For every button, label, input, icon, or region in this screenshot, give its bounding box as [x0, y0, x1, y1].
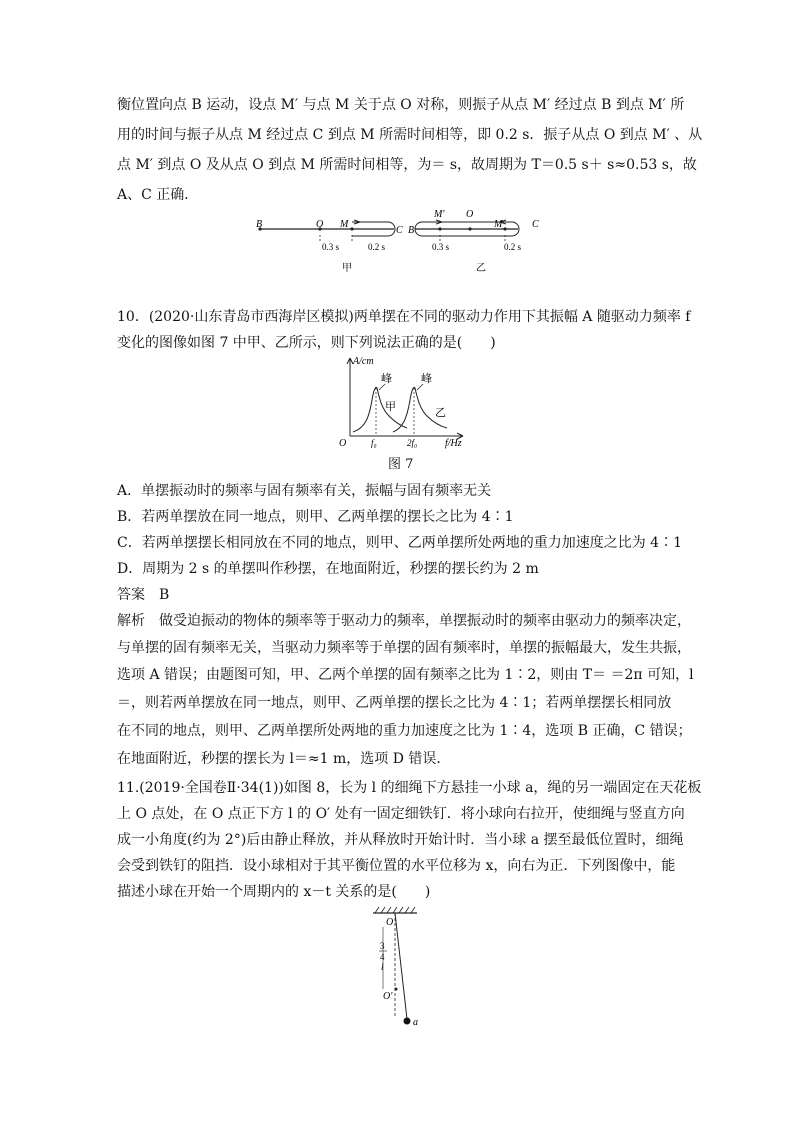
analysis-line: 与单摆的固有频率无关，当驱动力频率等于单摆的固有频率时，单摆的振幅最大，发生共振，	[117, 640, 691, 656]
option-c: C．若两单摆摆长相同放在不同的地点，则甲、乙两单摆所处两地的重力加速度之比为 4∶1	[117, 535, 682, 551]
figure-7-caption: 图 7	[388, 457, 414, 472]
label-time-2: 0.2 s	[368, 242, 386, 252]
text-line: 用的时间与振子从点 M 经过点 C 到点 M 所需时间相等，即 0.2 s．振子从点 O 到点 M′ 、从	[117, 127, 703, 143]
label-B: B	[256, 219, 263, 230]
text-line: A、C 正确．	[117, 187, 199, 203]
analysis-line: 解析 做受迫振动的物体的频率等于驱动力的频率，单摆振动时的频率由驱动力的频率决定，	[117, 613, 691, 629]
question-11-line: 上 O 点处，在 O 点正下方 l 的 O′ 处有一固定细铁钉．将小球向右拉开，使细绳与竖直方向	[117, 806, 685, 822]
label-O: O	[316, 219, 324, 230]
label-M: M	[340, 219, 349, 230]
x-tick-2f0: 2f₀	[407, 438, 418, 448]
curve-jia	[353, 387, 407, 432]
analysis-line: 在不同的地点，则甲、乙两单摆所处两地的重力加速度之比为 1∶4，选项 B 正确，C 错误；	[117, 723, 692, 739]
text-line: 衡位置向点 B 运动，设点 M′ 与点 M 关于点 O 对称，则振子从点 M′ 经过点 B 到点 M′ 所	[117, 97, 685, 113]
option-d: D．周期为 2 s 的单摆叫作秒摆，在地面附近，秒摆的摆长约为 2 m	[117, 561, 539, 577]
y-axis-label: A/cm	[353, 356, 374, 367]
x-axis-label: f/Hz	[445, 438, 462, 449]
curve-label-jia: 甲	[385, 401, 396, 413]
question-11-line: 会受到铁钉的阻挡．设小球相对于其平衡位置的水平位移为 x，向右为正．下列图像中，能	[117, 858, 676, 874]
label-C: C	[532, 219, 539, 230]
label-M-prime: M′	[434, 209, 445, 220]
label-time-2: 0.2 s	[504, 242, 522, 252]
caption-yi: 乙	[476, 263, 486, 274]
label-time-1: 0.3 s	[322, 242, 340, 252]
x-tick-f0: f₀	[371, 438, 377, 448]
caption-jia: 甲	[342, 263, 352, 274]
peak-label-1: 峰	[381, 373, 392, 385]
label-M: M	[494, 219, 503, 230]
analysis-line: ＝，则若两单摆放在同一地点，则甲、乙两单摆的摆长之比为 4∶1；若两单摆摆长相同放	[117, 695, 672, 711]
label-C: C	[396, 225, 403, 236]
diagram-jia	[256, 219, 403, 274]
question-10-line: 10．(2020·山东青岛市西海岸区模拟)两单摆在不同的驱动力作用下其振幅 A 随驱动力频率 f	[117, 309, 691, 325]
figure-8-pendulum	[365, 905, 455, 1030]
question-10-line: 变化的图像如图 7 中甲、乙所示，则下列说法正确的是( )	[117, 335, 496, 351]
question-11-line: 11.(2019·全国卷Ⅱ·34(1))如图 8，长为 l 的细绳下方悬挂一小球 a，绳的另一端固定在天花板	[117, 780, 702, 796]
answer: 答案 B	[117, 587, 170, 603]
label-O-prime: O′	[383, 991, 393, 1002]
figure-7-resonance	[335, 352, 485, 450]
label-O: O	[466, 209, 474, 220]
label-B: B	[408, 225, 415, 236]
peak-label-2: 峰	[421, 373, 432, 385]
diagram-yi	[408, 209, 539, 274]
figure-oscillator-paths	[250, 205, 560, 277]
origin-label: O	[339, 438, 347, 449]
analysis-line: 选项 A 错误；由题图可知，甲、乙两个单摆的固有频率之比为 1∶2，则由 T＝ ＝2π 可知，l	[117, 667, 694, 683]
question-11-line: 成一小角度(约为 2°)后由静止释放，并从释放时开始计时．当小球 a 摆至最低位置时，细绳	[117, 832, 684, 848]
text-line: 点 M′ 到点 O 及从点 O 到点 M 所需时间相等，为＝ s，故周期为 T＝0.5 s＋ s≈0.53 s，故	[117, 157, 697, 173]
fraction-denominator: 4	[380, 952, 385, 962]
option-b: B．若两单摆放在同一地点，则甲、乙两单摆的摆长之比为 4∶1	[117, 509, 514, 525]
label-time-1: 0.3 s	[432, 242, 450, 252]
option-a: A．单摆振动时的频率与固有频率有关，振幅与固有频率无关	[117, 483, 492, 499]
label-l: l	[381, 962, 384, 972]
question-11-line: 描述小球在开始一个周期内的 x－t 关系的是( )	[117, 884, 431, 900]
label-O: O	[386, 917, 394, 928]
fraction-numerator: 3	[380, 941, 385, 951]
label-ball-a: a	[413, 1017, 418, 1028]
analysis-line: 在地面附近，秒摆的摆长为 l＝≈1 m，选项 D 错误．	[117, 751, 451, 767]
curve-label-yi: 乙	[435, 407, 446, 419]
